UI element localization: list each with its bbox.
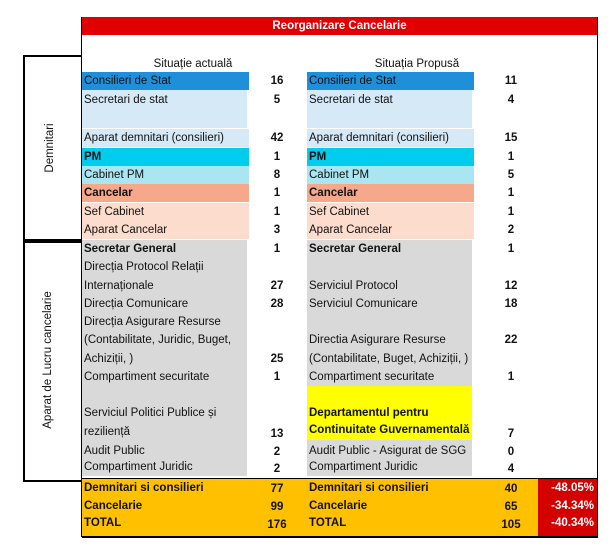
left-protocol-value: 27 xyxy=(270,280,284,292)
left-secretari-stat-value: 5 xyxy=(273,94,281,106)
total-total-right: 105 xyxy=(501,519,521,531)
right-secretar-general-value: 1 xyxy=(507,243,515,255)
left-protocol-line1: Direcția Protocol Relații xyxy=(84,261,204,273)
left-secretar-general-label: Secretar General xyxy=(84,243,177,255)
right-juridic-label: Compartiment Juridic xyxy=(309,461,418,473)
total-cancelarie-label-right: Cancelarie xyxy=(309,500,368,512)
total-total-label-left: TOTAL xyxy=(84,517,122,529)
left-resurse-value: 25 xyxy=(270,353,284,365)
left-aparat-demnitari-label: Aparat demnitari (consilieri) xyxy=(82,129,249,147)
right-cabinet-pm-label: Cabinet PM xyxy=(307,166,474,184)
left-resurse-line3: Achiziții, ) xyxy=(84,353,134,365)
right-juridic-value: 4 xyxy=(507,463,515,475)
left-sef-cabinet-label: Sef Cabinet xyxy=(82,203,249,221)
left-pm-value: 1 xyxy=(273,151,281,163)
left-comunicare-label: Direcția Comunicare xyxy=(84,298,189,310)
right-cabinet-pm-value: 5 xyxy=(507,169,515,181)
total-total-label-right: TOTAL xyxy=(309,517,347,529)
left-protocol-line2: Internaționale xyxy=(84,280,154,292)
right-cancelar-value: 1 xyxy=(507,187,515,199)
header-current: Situație actuală xyxy=(153,58,233,70)
right-pm-value: 1 xyxy=(507,151,515,163)
total-cancelarie-label-left: Cancelarie xyxy=(84,500,143,512)
right-aparat-cancelar-label: Aparat Cancelar xyxy=(307,221,474,239)
left-politici-line2: reziliență xyxy=(84,426,131,438)
left-resurse-line2: (Contabilitate, Juridic, Buget, xyxy=(84,334,232,346)
total-demnitari-right: 40 xyxy=(504,483,518,495)
total-cancelarie-pct: -34.34% xyxy=(551,500,594,512)
right-protocol-label: Serviciul Protocol xyxy=(309,280,398,292)
right-secretar-general-label: Secretar General xyxy=(309,243,402,255)
right-audit-label: Audit Public - Asigurat de SGG xyxy=(309,445,467,457)
right-continuitate-value: 7 xyxy=(507,428,515,440)
left-consilieri-stat-label: Consilieri de Stat xyxy=(82,72,249,90)
left-resurse-line1: Direcția Asigurare Resurse xyxy=(84,316,221,328)
right-securitate-label: Compartiment securitate xyxy=(309,371,435,383)
right-aparat-demnitari-label: Aparat demnitari (consilieri) xyxy=(307,129,474,147)
total-cancelarie-right: 65 xyxy=(504,501,518,513)
right-continuitate-line1: Departamentul pentru xyxy=(309,407,429,419)
left-politici-value: 13 xyxy=(270,428,284,440)
left-audit-value: 2 xyxy=(273,446,281,458)
total-demnitari-label-right: Demnitari si consilieri xyxy=(309,482,429,494)
total-demnitari-pct: -48.05% xyxy=(551,482,594,494)
left-consilieri-stat-value: 16 xyxy=(270,75,284,87)
left-audit-label: Audit Public xyxy=(84,445,145,457)
group-label-aparat: Aparat de Lucru cancelarie xyxy=(42,291,54,429)
left-politici-line1: Serviciul Politici Publice și xyxy=(84,407,217,419)
total-total-left: 176 xyxy=(267,519,287,531)
right-consilieri-stat-value: 11 xyxy=(504,75,518,87)
right-pm-label: PM xyxy=(307,148,474,166)
right-secretari-stat-label: Secretari de stat xyxy=(309,94,393,106)
left-aparat-cancelar-label: Aparat Cancelar xyxy=(82,221,249,239)
left-comunicare-value: 28 xyxy=(270,298,284,310)
table-bottom-border xyxy=(82,536,598,538)
right-sef-cabinet-label: Sef Cabinet xyxy=(307,203,474,221)
left-cabinet-pm-value: 8 xyxy=(273,169,281,181)
right-securitate-value: 1 xyxy=(507,371,515,383)
right-resurse-value: 22 xyxy=(504,334,518,346)
right-comunicare-label: Serviciul Comunicare xyxy=(309,298,418,310)
left-secretari-stat-label: Secretari de stat xyxy=(84,94,168,106)
header-proposed: Situația Propusă xyxy=(374,58,460,70)
total-cancelarie-left: 99 xyxy=(270,501,284,513)
right-secretari-stat-value: 4 xyxy=(507,94,515,106)
right-consilieri-stat-label: Consilieri de Stat xyxy=(307,72,474,90)
right-aparat-demnitari-value: 15 xyxy=(504,132,518,144)
right-audit-value: 0 xyxy=(507,446,515,458)
left-aparat-cancelar-value: 3 xyxy=(273,224,281,236)
left-securitate-label: Compartiment securitate xyxy=(84,371,210,383)
left-secretar-general-value: 1 xyxy=(273,243,281,255)
left-cabinet-pm-label: Cabinet PM xyxy=(82,166,249,184)
left-pm-label: PM xyxy=(82,148,249,166)
left-juridic-value: 2 xyxy=(273,463,281,475)
right-continuitate-line2: Continuitate Guvernamentală xyxy=(309,424,470,436)
left-cancelar-value: 1 xyxy=(273,187,281,199)
left-sef-cabinet-value: 1 xyxy=(273,206,281,218)
right-resurse-line1: Directia Asigurare Resurse xyxy=(309,334,446,346)
left-cancelar-label: Cancelar xyxy=(82,184,249,202)
right-comunicare-value: 18 xyxy=(504,298,518,310)
total-total-pct: -40.34% xyxy=(551,517,594,529)
left-securitate-value: 1 xyxy=(273,371,281,383)
table-right-border xyxy=(597,17,598,537)
total-demnitari-left: 77 xyxy=(270,483,284,495)
right-sef-cabinet-value: 1 xyxy=(507,206,515,218)
right-resurse-line2: (Contabilitate, Buget, Achiziții, ) xyxy=(309,353,469,365)
right-aparat-cancelar-value: 2 xyxy=(507,224,515,236)
group-label-demnitari: Demnitari xyxy=(44,123,56,173)
left-juridic-label: Compartiment Juridic xyxy=(84,461,193,473)
right-protocol-value: 12 xyxy=(504,280,518,292)
right-cancelar-label: Cancelar xyxy=(307,184,474,202)
page-title: Reorganizare Cancelarie xyxy=(82,17,597,35)
left-aparat-demnitari-value: 42 xyxy=(270,132,284,144)
total-demnitari-label-left: Demnitari si consilieri xyxy=(84,482,204,494)
